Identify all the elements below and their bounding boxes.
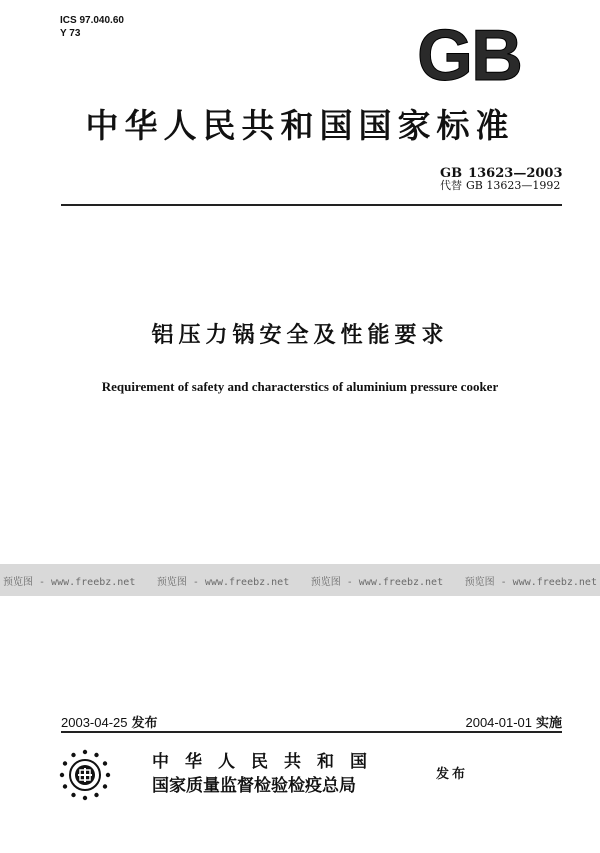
- implement-date: 2004-01-01 实施: [465, 715, 562, 731]
- replaces-standard: 代替 GB 13623—1992: [440, 179, 561, 192]
- national-standard-title: 中华人民共和国国家标准: [85, 106, 515, 145]
- watermark-segment: 预览图 - www.freebz.net: [310, 576, 444, 588]
- standard-number-block: [440, 168, 563, 192]
- publish-label: 发布: [436, 767, 469, 782]
- aqsiq-emblem-icon: [58, 748, 112, 802]
- class-code: Y 73: [60, 28, 81, 39]
- watermark-segment: 预览图 - www.freebz.net: [156, 576, 290, 588]
- standard-number: GB 13623—2003: [440, 166, 563, 181]
- watermark-segment: 预览图 - www.freebz.net: [464, 576, 597, 588]
- watermark-banner: [0, 564, 600, 596]
- top-divider: [61, 204, 562, 206]
- ics-code: ICS 97.040.60: [60, 15, 124, 26]
- watermark-segment: 预览图 - www.freebz.net: [3, 576, 136, 588]
- bottom-divider: [61, 731, 562, 733]
- svg-text:GB: GB: [417, 20, 521, 90]
- document-title-cn: 铝压力锅安全及性能要求: [151, 323, 449, 348]
- document-title-en: Requirement of safety and characterstics of aluminium pressure cooker: [101, 379, 499, 394]
- issuer-line-1: 中华人民共和国: [152, 752, 383, 772]
- issue-date: 2003-04-25 发布: [61, 715, 158, 731]
- classification-codes: [60, 14, 124, 40]
- issuer-line-2: 国家质量监督检验检疫总局: [152, 776, 356, 796]
- gb-logo: [408, 20, 530, 90]
